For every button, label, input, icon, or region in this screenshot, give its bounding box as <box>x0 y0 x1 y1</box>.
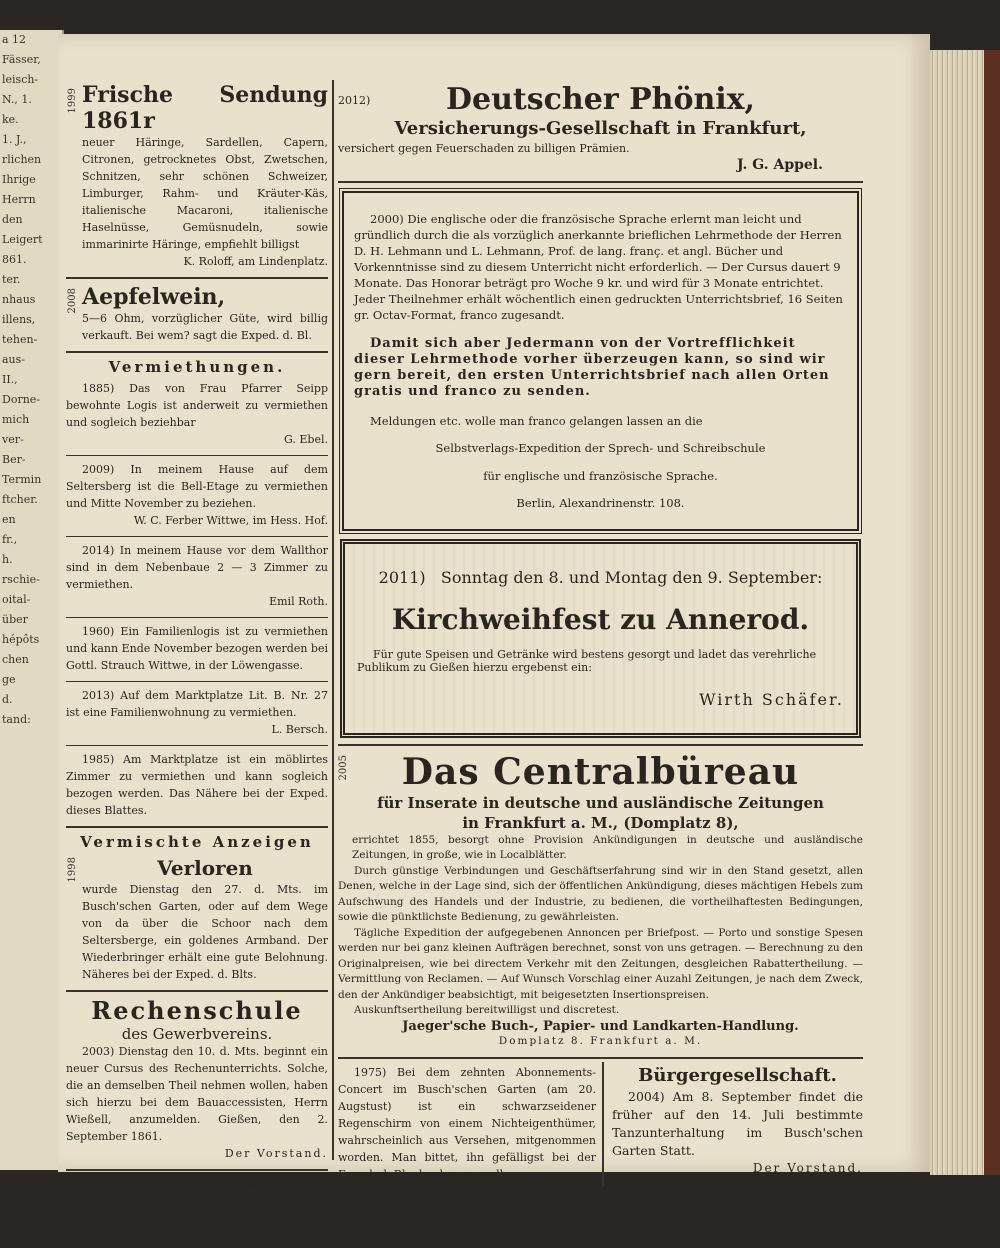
facing-page-fragment: mich <box>2 413 30 426</box>
divider <box>66 826 328 828</box>
ad-signature: J. G. Appel. <box>736 157 823 173</box>
ad-text: versichert gegen Feuerschaden zu billigen Prämien. <box>338 142 630 155</box>
facing-page-fragment: illens, <box>2 313 36 326</box>
ad-title: Deutscher Phönix, <box>446 82 755 117</box>
ad-2005-central <box>338 749 863 1054</box>
ad-text: 2004) Am 8. September findet die früher auf den 14. Juli bestimmte Tanzunterhaltung im Busch'schen Garten Statt. <box>612 1088 863 1158</box>
ad-signature: Wirth Schäfer. <box>699 689 844 709</box>
ad-text: neuer Häringe, Sardellen, Capern, Citronen, getrocknetes Obst, Zwetschen, Schnitzen, sehr schönen Schweizer, Limburger, Rahm- und Kräuter-Käs, italienische Macaroni, italienische Haselnüsse, Gemüsnudeln, sowie immarinirte Häringe, empfiehlt billigst <box>82 136 328 251</box>
page-stack-edge <box>930 50 985 1175</box>
facing-page-fragment: nhaus <box>2 293 36 306</box>
ad-text: 1885) Das von Frau Pfarrer Seipp bewohnte Logis ist anderweit zu vermiethen und sogleich beziehbar <box>66 382 328 429</box>
ad-signature: W. C. Ferber Wittwe, im Hess. Hof. <box>133 514 328 527</box>
ad-number: 2005 <box>338 754 349 780</box>
ad-signature: Domplatz 8. Frankfurt a. M. <box>498 1035 703 1047</box>
column-divider <box>332 80 334 1160</box>
ad-text: 1975) Bei dem zehnten Abonnements-Concert im Busch'schen Garten (am 20. Augstust) ist ein schwarzseidener Regenschirm von einem Nichteigenthümer, wahrscheinlich aus Versehen, mitgenommen worden. Man bittet, ihn gefälligst bei der Exped. d. Bl. abgeben zu wollen. <box>338 1065 596 1181</box>
facing-page-fragment: ver- <box>2 433 24 446</box>
facing-page-fragment: II., <box>2 373 18 386</box>
facing-page-fragment: rschie- <box>2 573 40 586</box>
right-column <box>338 80 863 1181</box>
ad-title: Frische Sendung 1861r <box>82 82 328 134</box>
facing-page-fragment: tand: <box>2 713 31 726</box>
facing-page-edge <box>0 30 64 1170</box>
ad-text: 2014) In meinem Hause vor dem Wallthor sind in dem Nebenbaue 2 — 3 Zimmer zu vermiethen. <box>66 544 328 591</box>
facing-page-fragment: Dorne- <box>2 393 41 406</box>
section-heading-vermischte: Vermischte Anzeigen <box>80 833 314 851</box>
ad-text: errichtet 1855, besorgt ohne Provision Ankündigungen in deutsche und ausländische Zeitungen, in große, wie in Localblätter. <box>352 833 863 861</box>
ad-2008 <box>66 282 328 348</box>
facing-page-fragment: den <box>2 213 23 226</box>
ad-number: 1998 <box>67 857 78 883</box>
rental-ad <box>66 749 328 823</box>
facing-page-fragment: N., 1. <box>2 93 32 106</box>
rental-ad <box>66 540 328 614</box>
ad-number: 2011) <box>378 567 426 587</box>
rental-ad <box>66 621 328 678</box>
ad-1999 <box>66 80 328 274</box>
facing-page-fragment: d. <box>2 693 13 706</box>
rental-ad <box>66 378 328 452</box>
ad-1975 <box>338 1062 604 1187</box>
facing-page-fragment: ftcher. <box>2 493 38 506</box>
ad-title: Verloren <box>157 856 253 880</box>
ad-text: 1985) Am Marktplatze ist ein möblirtes Zimmer zu vermiethen und kann sogleich bezogen werden. Das Nähere bei der Exped. dieses Blattes. <box>66 753 328 817</box>
facing-page-fragment: 1. J., <box>2 133 27 146</box>
ad-date-text: Sonntag den 8. und Montag den 9. September: <box>440 567 823 587</box>
ad-line: für englische und französische Sprache. <box>483 468 718 483</box>
ad-title: Aepfelwein, <box>82 284 226 310</box>
rental-ad <box>66 459 328 533</box>
ad-line: Berlin, Alexandrinenstr. 108. <box>516 496 685 510</box>
divider <box>338 1057 863 1059</box>
ad-signature: Der Vorstand. <box>224 1147 328 1160</box>
ad-text: 2000) Die englische oder die französische Sprache erlernt man leicht und gründlich durch die als vorzüglich anerkannte brieflichen Lehrmethode der Herren D. H. Lehmann und L. Lehmann, Prof. de lang. franç. et angl. Bücher und Vorkenntnisse sind zu diesem Unterricht nicht erforderlich. — Der Cursus dauert 9 Monate. Das Honorar beträgt pro Woche 9 kr. und wird für 3 Monate entrichtet. Jeder Theilnehmer erhält wöchentlich einen gedruckten Unterrichtsbrief, 16 Seiten gr. Octav-Format, franco zugesandt. <box>354 211 843 322</box>
rental-ads <box>66 378 328 823</box>
bottom-two-column <box>338 1062 863 1187</box>
ad-signature: Jaeger'sche Buch-, Papier- und Landkarten-Handlung. <box>402 1018 799 1034</box>
ad-2011-ornamental-box <box>340 539 861 738</box>
ad-number: 1999 <box>67 88 78 114</box>
facing-page-fragment: en <box>2 513 16 526</box>
ad-number: 2008 <box>67 288 78 314</box>
facing-page-fragment: ter. <box>2 273 21 286</box>
facing-page-fragment: 861. <box>2 253 27 266</box>
ad-number: 2012) <box>338 94 371 107</box>
ad-line: Selbstverlags-Expedition der Sprech- und Schreibschule <box>435 441 766 455</box>
facing-page-fragment: oital- <box>2 593 31 606</box>
ad-text: Durch günstige Verbindungen und Geschäftserfahrung sind wir in den Stand gesetzt, allen Denen, welche in der Lage sind, sich der öffentlichen Ankündigung, dieses mächtigen Hebels zum Aufschwung des Handels und der Industrie, zu bedienen, die vortheilhaftesten Bedingungen, sowie die pünktlichste Bedienung, zu gewährleisten. <box>338 864 863 923</box>
ad-title: Kirchweihfest zu Annerod. <box>391 602 810 636</box>
divider <box>66 990 328 992</box>
ad-2000-language-box <box>342 191 859 531</box>
ad-signature: L. Bersch. <box>271 723 328 736</box>
facing-page-fragment: fr., <box>2 533 18 546</box>
divider <box>66 351 328 353</box>
divider <box>66 1169 328 1171</box>
divider <box>66 617 328 618</box>
ad-subtitle: für Inserate in deutsche und ausländische Zeitungen <box>377 793 824 812</box>
ad-title: Das Centralbüreau <box>401 750 800 793</box>
ad-signature: G. Ebel. <box>284 433 328 446</box>
ad-signature: K. Roloff, am Lindenplatz. <box>183 255 328 268</box>
ad-signature: Der Vorstand. <box>752 1160 863 1175</box>
section-heading-vermiethungen: Vermiethungen. <box>108 358 286 376</box>
ad-text: Auskunftsertheilung bereitwilligst und discretest. <box>354 1004 620 1016</box>
ad-subtitle: in Frankfurt a. M., (Domplatz 8), <box>462 813 739 832</box>
ad-text: 2009) In meinem Hause auf dem Seltersberg ist die Bell-Etage zu vermiethen und Mitte November zu beziehen. <box>66 463 328 510</box>
facing-page-fragment: über <box>2 613 28 626</box>
facing-page-fragment: rlichen <box>2 153 42 166</box>
ad-text: 5—6 Ohm, vorzüglicher Güte, wird billig verkauft. Bei wem? sagt die Exped. d. Bl. <box>82 312 328 342</box>
facing-page-fragment: chen <box>2 653 29 666</box>
facing-page-fragment: h. <box>2 553 13 566</box>
ad-1998 <box>66 853 328 987</box>
ad-subtitle: des Gewerbvereins. <box>121 1025 273 1043</box>
divider <box>66 455 328 456</box>
ad-text: Für gute Speisen und Getränke wird bestens gesorgt und ladet das verehrliche Publikum zu Gießen hierzu ergebenst ein: <box>357 647 817 674</box>
divider <box>66 745 328 746</box>
ad-2004 <box>604 1062 863 1187</box>
ad-title: Rechenschule <box>91 996 303 1025</box>
divider <box>338 744 863 746</box>
facing-page-fragment: aus- <box>2 353 26 366</box>
facing-page-fragment: Herrn <box>2 193 36 206</box>
ad-subtitle: Versicherungs-Gesellschaft in Frankfurt, <box>394 118 807 139</box>
ad-2012-phoenix <box>338 80 863 178</box>
ad-text: 2003) Dienstag den 10. d. Mts. beginnt ein neuer Cursus des Rechenunterrichts. Solche, die an demselben Theil nehmen wollen, haben sich hierzu bei dem Bauaccessisten, Herrn Wießell, anzumelden. Gießen, den 2. September 1861. <box>66 1045 328 1143</box>
ad-date <box>357 568 844 587</box>
facing-page-fragment: Leigert <box>2 233 43 246</box>
left-column <box>66 80 328 1242</box>
divider <box>66 536 328 537</box>
ad-line: Meldungen etc. wolle man franco gelangen lassen an die <box>370 413 703 428</box>
facing-page-fragment: hépôts <box>2 633 40 646</box>
ad-2003 <box>66 995 328 1166</box>
facing-page-fragment: a 12 <box>2 33 27 46</box>
facing-page-fragment: leisch- <box>2 73 39 86</box>
divider <box>66 277 328 279</box>
ad-text: 1960) Ein Familienlogis ist zu vermiethen und kann Ende November bezogen werden bei Gottl. Strauch Wittwe, in der Löwengasse. <box>66 625 328 672</box>
ad-bold-text: Damit sich aber Jedermann von der Vortrefflichkeit dieser Lehrmethode vorher überzeugen kann, so sind wir gern bereit, den ersten Unterrichtsbrief nach allen Orten gratis und franco zu senden. <box>354 335 830 399</box>
ad-signature: Emil Roth. <box>269 595 328 608</box>
ad-text: 2013) Auf dem Marktplatze Lit. B. Nr. 27 ist eine Familienwohnung zu vermiethen. <box>66 689 328 719</box>
facing-page-fragment: tehen- <box>2 333 38 346</box>
facing-page-fragment: Fässer, <box>2 53 41 66</box>
ad-text: Tägliche Expedition der aufgegebenen Annoncen per Briefpost. — Porto und sonstige Spesen werden nur bei ganz kleinen Aufträgen berechnet, sonst von uns getragen. — Berechnung zu den Originalpreisen, wie bei directem Verkehr mit den Zeitungen, desgleichen Rabattertheilung. — Vermittlung von Reclamen. — Auf Wunsch Vorschlag einer Auzahl Zeitungen, je nach dem Zweck, den der Ankündiger beabsichtigt, mit beigesetzten Insertionspreisen. <box>338 926 863 1001</box>
book-spine <box>984 50 1000 1175</box>
ad-text: wurde Dienstag den 27. d. Mts. im Busch'schen Garten, oder auf dem Wege von da über die Schoor nach dem Seltersberge, ein goldenes Armband. Der Wiederbringer erhält eine gute Belohnung. Näheres bei der Exped. d. Blts. <box>82 883 328 981</box>
facing-page-fragment: Ber- <box>2 453 26 466</box>
ad-title: Bürgergesellschaft. <box>638 1064 837 1086</box>
facing-page-fragment: Termin <box>2 473 42 486</box>
facing-page-fragment: ke. <box>2 113 19 126</box>
ad-text: 1814) Ein Mädchen, welches mit häuslichen Arbeiten vertraut ist und etwas kochen kann, wird in Dienst gesucht. Näheres bei der Exped. d. Blts. <box>66 1178 328 1242</box>
divider <box>338 181 863 183</box>
facing-page-fragment: Ihrige <box>2 173 36 186</box>
divider <box>66 681 328 682</box>
rental-ad <box>66 685 328 742</box>
facing-page-fragment: ge <box>2 673 16 686</box>
ad-1814 <box>66 1174 328 1248</box>
